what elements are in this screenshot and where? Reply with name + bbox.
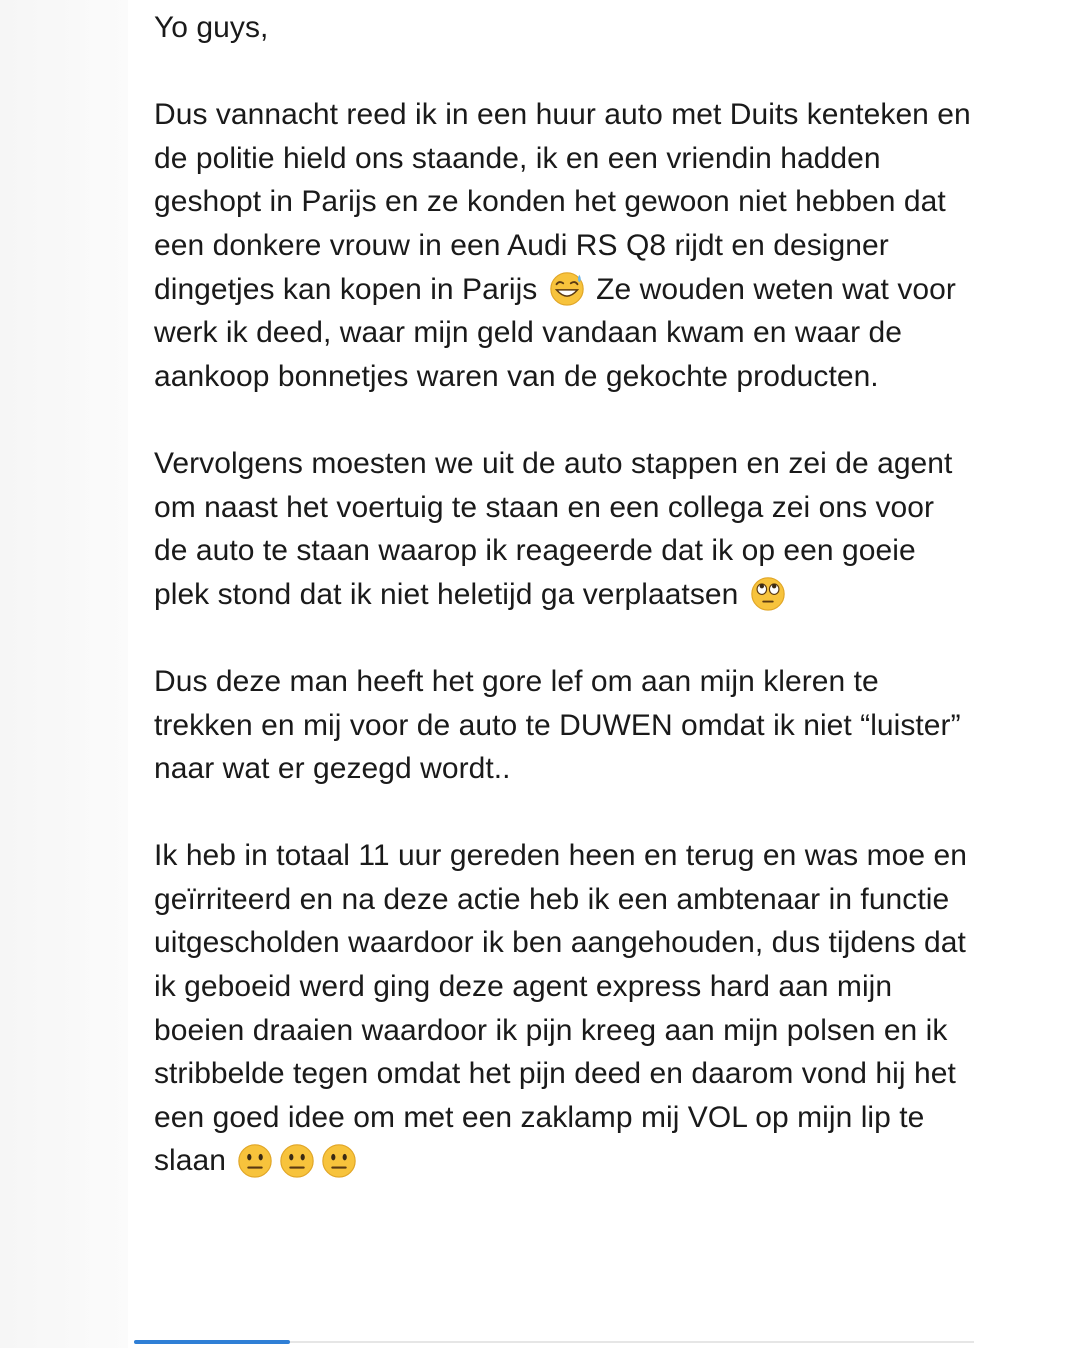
greeting-line: Yo guys,	[154, 11, 269, 44]
paragraph-2	[154, 442, 974, 616]
paragraph-4	[154, 834, 974, 1183]
paragraph-1	[154, 93, 974, 398]
neutral-face-emoji	[236, 1141, 274, 1179]
neutral-face-emoji	[320, 1141, 358, 1179]
paragraph-1-text-b: Ze wouden weten wat voor werk ik deed, waar mijn geld vandaan kwam en waar de aankoop bonnetjes waren van de gekochte producten.	[154, 272, 956, 393]
left-margin	[0, 0, 128, 1348]
paragraph-gap	[154, 616, 974, 660]
paragraph-3: Dus deze man heeft het gore lef om aan mijn kleren te trekken en mij voor de auto te DUWEN omdat ik niet “luister” naar wat er gezegd wordt..	[154, 664, 961, 786]
neutral-face-emoji	[278, 1141, 316, 1179]
paragraph-1-text-a: Dus vannacht reed ik in een huur auto met Duits kenteken en de politie hield ons staande, ik en een vriendin hadden geshopt in Parijs en ze konden het gewoon niet hebben dat een donkere vrouw in een Audi RS Q8 rijdt en designer dingetjes kan kopen in Parijs	[154, 98, 971, 306]
grinning-sweat-emoji	[548, 269, 586, 307]
paragraph-gap	[154, 50, 974, 94]
paragraph-gap	[154, 791, 974, 835]
paragraph-gap	[154, 398, 974, 442]
paragraph-2-text: Vervolgens moesten we uit de auto stappen en zei de agent om naast het voertuig te staan en een collega zei ons voor de auto te staan waarop ik reageerde dat ik op een goeie plek stond dat ik niet heletijd ga verplaatsen	[154, 446, 953, 611]
eye-roll-emoji	[749, 574, 787, 612]
paragraph-4-text: Ik heb in totaal 11 uur gereden heen en terug en was moe en geïrriteerd en na deze actie heb ik een ambtenaar in functie uitgescholden waardoor ik ben aangehouden, dus tijdens dat ik geboeid werd ging deze agent express hard aan mijn boeien draaien waardoor ik pijn kreeg aan mijn polsen en ik stribbelde tegen omdat het pijn deed en daarom vond hij het een goed idee om met een zaklamp mij VOL op mijn lip te slaan	[154, 839, 967, 1178]
text-selection-underline	[134, 1340, 290, 1344]
note-body[interactable]	[154, 6, 974, 1183]
